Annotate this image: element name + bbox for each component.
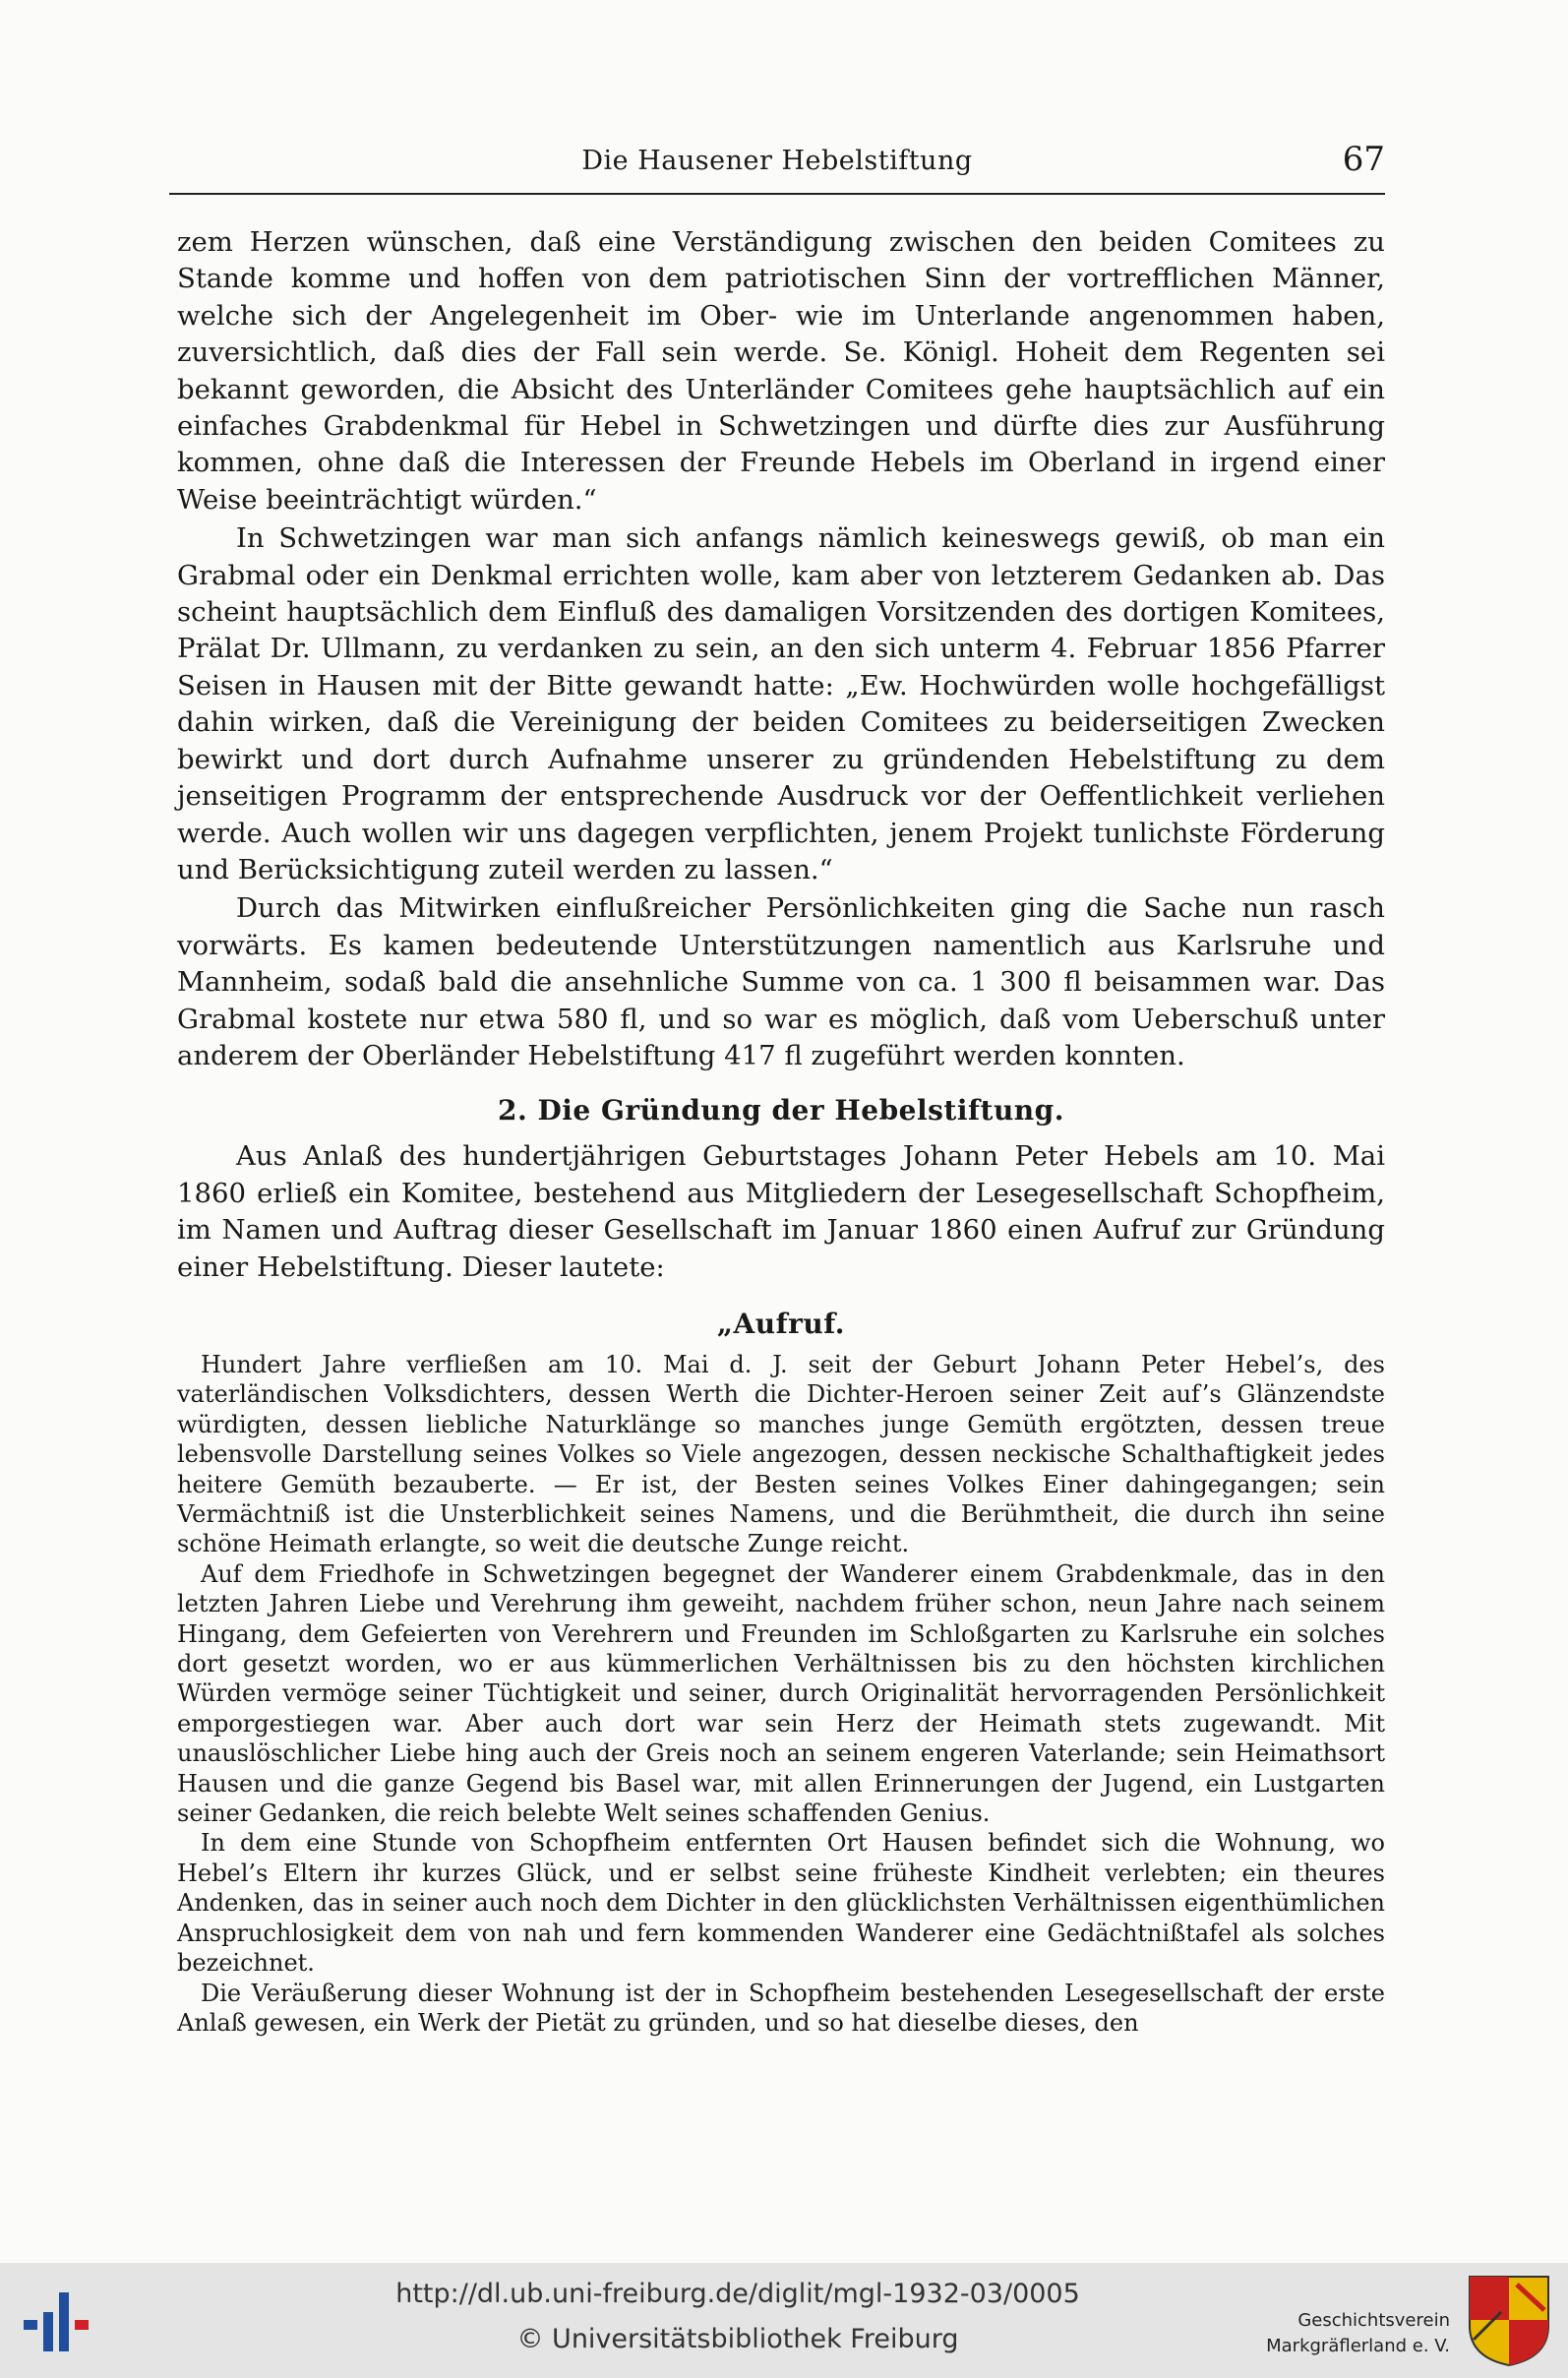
paragraph-3: Durch das Mitwirken einflußreicher Persönlichkeiten ging die Sache nun rasch vorwärts. Es kamen bedeutende Unterstützungen namentlich aus Karlsruhe und Mannheim, sodaß bald die ansehnliche Summe von ca. 1 300 fl beisammen war. Das Grabmal kostete nur etwa 580 fl, und so war es möglich, daß vom Ueberschuß unter anderem der Oberländer Hebelstiftung 417 fl zugeführt werden konnten. [177,892,1385,1071]
society-name-line-1: Geschichtsverein [1297,2310,1450,2331]
paragraph-1: zem Herzen wünschen, daß eine Verständigung zwischen den beiden Comitees zu Stande komme und hoffen von dem patriotischen Sinn der vortrefflichen Männer, welche sich der Angelegenheit im Ober- wie im Unterlande angenommen haben, zuversichtlich, daß dies der Fall sein werde. Se. Königl. Hoheit dem Regenten sei bekannt geworden, die Absicht des Unterländer Comitees gehe hauptsächlich auf ein einfaches Grabdenkmal für Hebel in Schwetzingen und dürfte dies zur Ausführung kommen, ohne daß die Interessen der Freunde Hebels im Oberland in irgend einer Weise beeinträchtigt würden.“ [177,226,1385,516]
permalink-url[interactable]: http://dl.ub.uni-freiburg.de/diglit/mgl-1932-03/0005 [395,2279,1080,2309]
page-number: 67 [1342,140,1385,179]
header-rule [169,193,1385,195]
ub-freiburg-logo-icon[interactable] [16,2283,104,2361]
running-title: Die Hausener Hebelstiftung [581,146,973,176]
body-text [177,224,1385,2038]
section-heading: 2. Die Gründung der Hebelstiftung. [497,1094,1064,1128]
appeal-paragraph-2: Auf dem Friedhofe in Schwetzingen begegnet der Wanderer einem Grabdenkmale, das in den letzten Jahren Liebe und Verehrung ihm geweiht, nachdem früher schon, neun Jahre nach seinem Hingang, dem Gefeierten von Verehrern und Freunden im Schloßgarten zu Karlsruhe ein solches dort gesetzt worden, wo er aus kümmerlichen Verhältnissen bis zu den höchsten kirchlichen Würden vermöge seiner Tüchtigkeit und seiner, durch Originalität hervorragenden Persönlichkeit emporgestiegen war. Aber auch dort war sein Herz der Heimath stets zugewandt. Mit unauslöschlicher Liebe hing auch der Greis noch an seinem engeren Vaterlande; sein Heimathsort Hausen und die ganze Gegend bis Basel war, mit allen Erinnerungen der Jugend, ein Lustgarten seiner Gedanken, die reich belebte Welt seines schaffenden Genius. [177,1559,1385,1828]
page-header [169,140,1385,187]
society-name-line-2: Markgräflerland e. V. [1266,2336,1450,2356]
appeal-paragraph-3: In dem eine Stunde von Schopfheim entfernten Ort Hausen befindet sich die Wohnung, wo Hebel’s Eltern ihr kurzes Glück, und er selbst seine früheste Kindheit verlebten; ein theures Andenken, das in seiner auch noch dem Dichter in den glücklichsten Verhältnissen eigenthümlichen Anspruchlosigkeit dem von nah und fern kommenden Wanderer eine Gedächtnißtafel als solches bezeichnet. [177,1829,1385,1978]
viewer-footer [0,2263,1568,2378]
appeal-paragraph-4: Die Veräußerung dieser Wohnung ist der in Schopfheim bestehenden Lesegesellschaft der erste Anlaß gewesen, ein Werk der Pietät zu gründen, und so hat dieselbe dieses, den [177,1979,1385,2037]
appeal-heading: „Aufruf. [716,1307,846,1340]
paragraph-2: In Schwetzingen war man sich anfangs nämlich keineswegs gewiß, ob man ein Grabmal oder ein Denkmal errichten wolle, kam aber von letzterem Gedanken ab. Das scheint hauptsächlich dem Einfluß des damaligen Vorsitzenden des dortigen Komitees, Prälat Dr. Ullmann, zu verdanken zu sein, an den sich unterm 4. Februar 1856 Pfarrer Seisen in Hausen mit der Bitte gewandt hatte: „Ew. Hochwürden wolle hochgefälligst dahin wirken, daß die Vereinigung der beiden Comitees zu beiderseitigen Zwecken bewirkt und dort durch Aufnahme unserer zu gründenden Hebelstiftung zu dem jenseitigen Programm der entsprechende Ausdruck vor der Oeffentlichkeit verliehen werde. Auch wollen wir uns dagegen verpflichten, jenem Projekt tunlichste Förderung und Berücksichtigung zuteil werden zu lassen.“ [177,522,1385,885]
appeal-paragraph-1: Hundert Jahre verfließen am 10. Mai d. J. seit der Geburt Johann Peter Hebel’s, des vaterländischen Volksdichters, dessen Werth die Dichter-Heroen seiner Zeit auf’s Glänzendste würdigten, dessen liebliche Naturklänge so manches junge Gemüth ergötzten, dessen treue lebensvolle Darstellung seines Volkes so Viele angezogen, dessen neckische Schalthaftigkeit jedes heitere Gemüth bezauberte. — Er ist, der Besten seines Volkes Einer dahingegangen; sein Vermächtniß ist die Unsterblichkeit seines Namens, und die Berühmtheit, die durch ihn seine schöne Heimath erlangte, so weit die deutsche Zunge reicht. [177,1350,1385,1558]
society-crest-icon[interactable] [1462,2271,1556,2369]
copyright-text: © Universitätsbibliothek Freiburg [516,2324,959,2354]
society-name [1266,2308,1450,2359]
section-paragraph: Aus Anlaß des hundertjährigen Geburtstages Johann Peter Hebels am 10. Mai 1860 erließ ein Komitee, bestehend aus Mitgliedern der Lesegesellschaft Schopfheim, im Namen und Auftrag dieser Gesellschaft im Januar 1860 einen Aufruf zur Gründung einer Hebelstiftung. Dieser lautete: [177,1140,1385,1283]
